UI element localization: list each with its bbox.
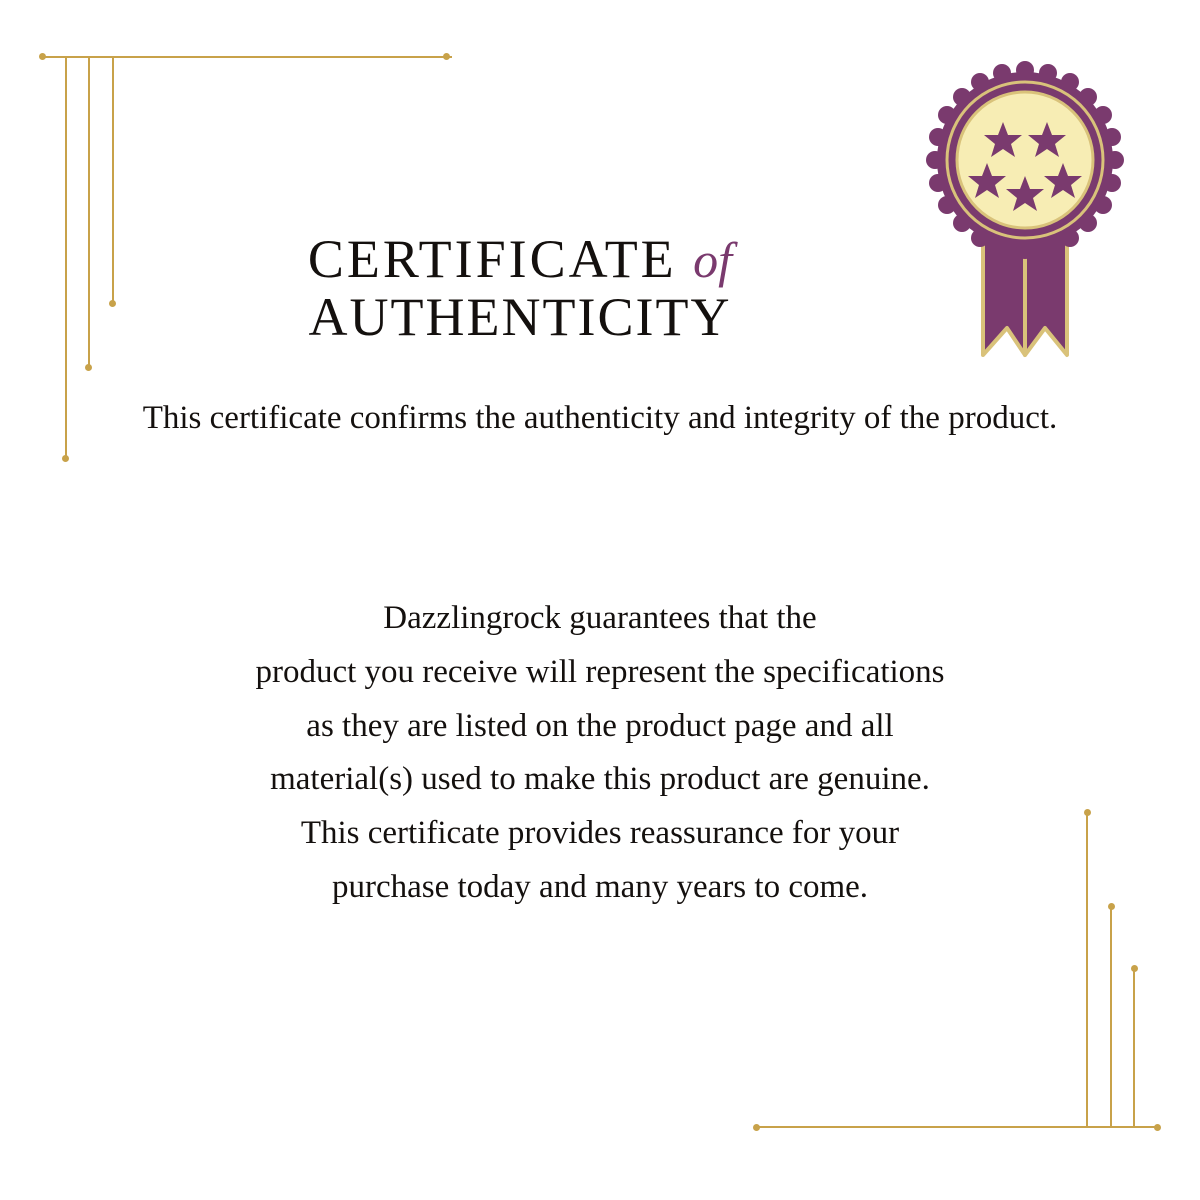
title-line-two: AUTHENTICITY [308, 287, 732, 348]
deco-dot-top-left-start [39, 53, 46, 60]
body-line: material(s) used to make this product are genuine. [270, 761, 930, 798]
deco-dot-top-left-end [443, 53, 450, 60]
deco-dot-bottom-right-start [753, 1124, 760, 1131]
title-main-word: CERTIFICATE [307, 229, 677, 289]
title-of-word: of [693, 232, 733, 288]
deco-line-horizontal-bottom [756, 1126, 1158, 1128]
deco-dot-vertical-right-inner [1131, 965, 1138, 972]
page-title [0, 228, 1200, 348]
body-line: purchase today and many years to come. [331, 868, 869, 905]
deco-dot-bottom-right-end [1154, 1124, 1161, 1131]
certificate-subtitle: This certificate confirms the authenticity and integrity of the product. [142, 400, 1058, 436]
certificate-body [90, 592, 1110, 915]
body-line: as they are listed on the product page and all [306, 707, 894, 744]
deco-dot-vertical-outer [62, 455, 69, 462]
deco-line-vertical-right-inner [1133, 968, 1135, 1128]
body-line: This certificate provides reassurance for your [300, 815, 900, 852]
body-line: product you receive will represent the specifications [255, 653, 945, 690]
body-line: Dazzlingrock guarantees that the [383, 600, 817, 636]
deco-dot-vertical-middle [85, 364, 92, 371]
deco-line-horizontal-top [42, 56, 452, 58]
title-line-one [0, 228, 1040, 290]
deco-line-vertical-right-middle [1110, 906, 1112, 1128]
